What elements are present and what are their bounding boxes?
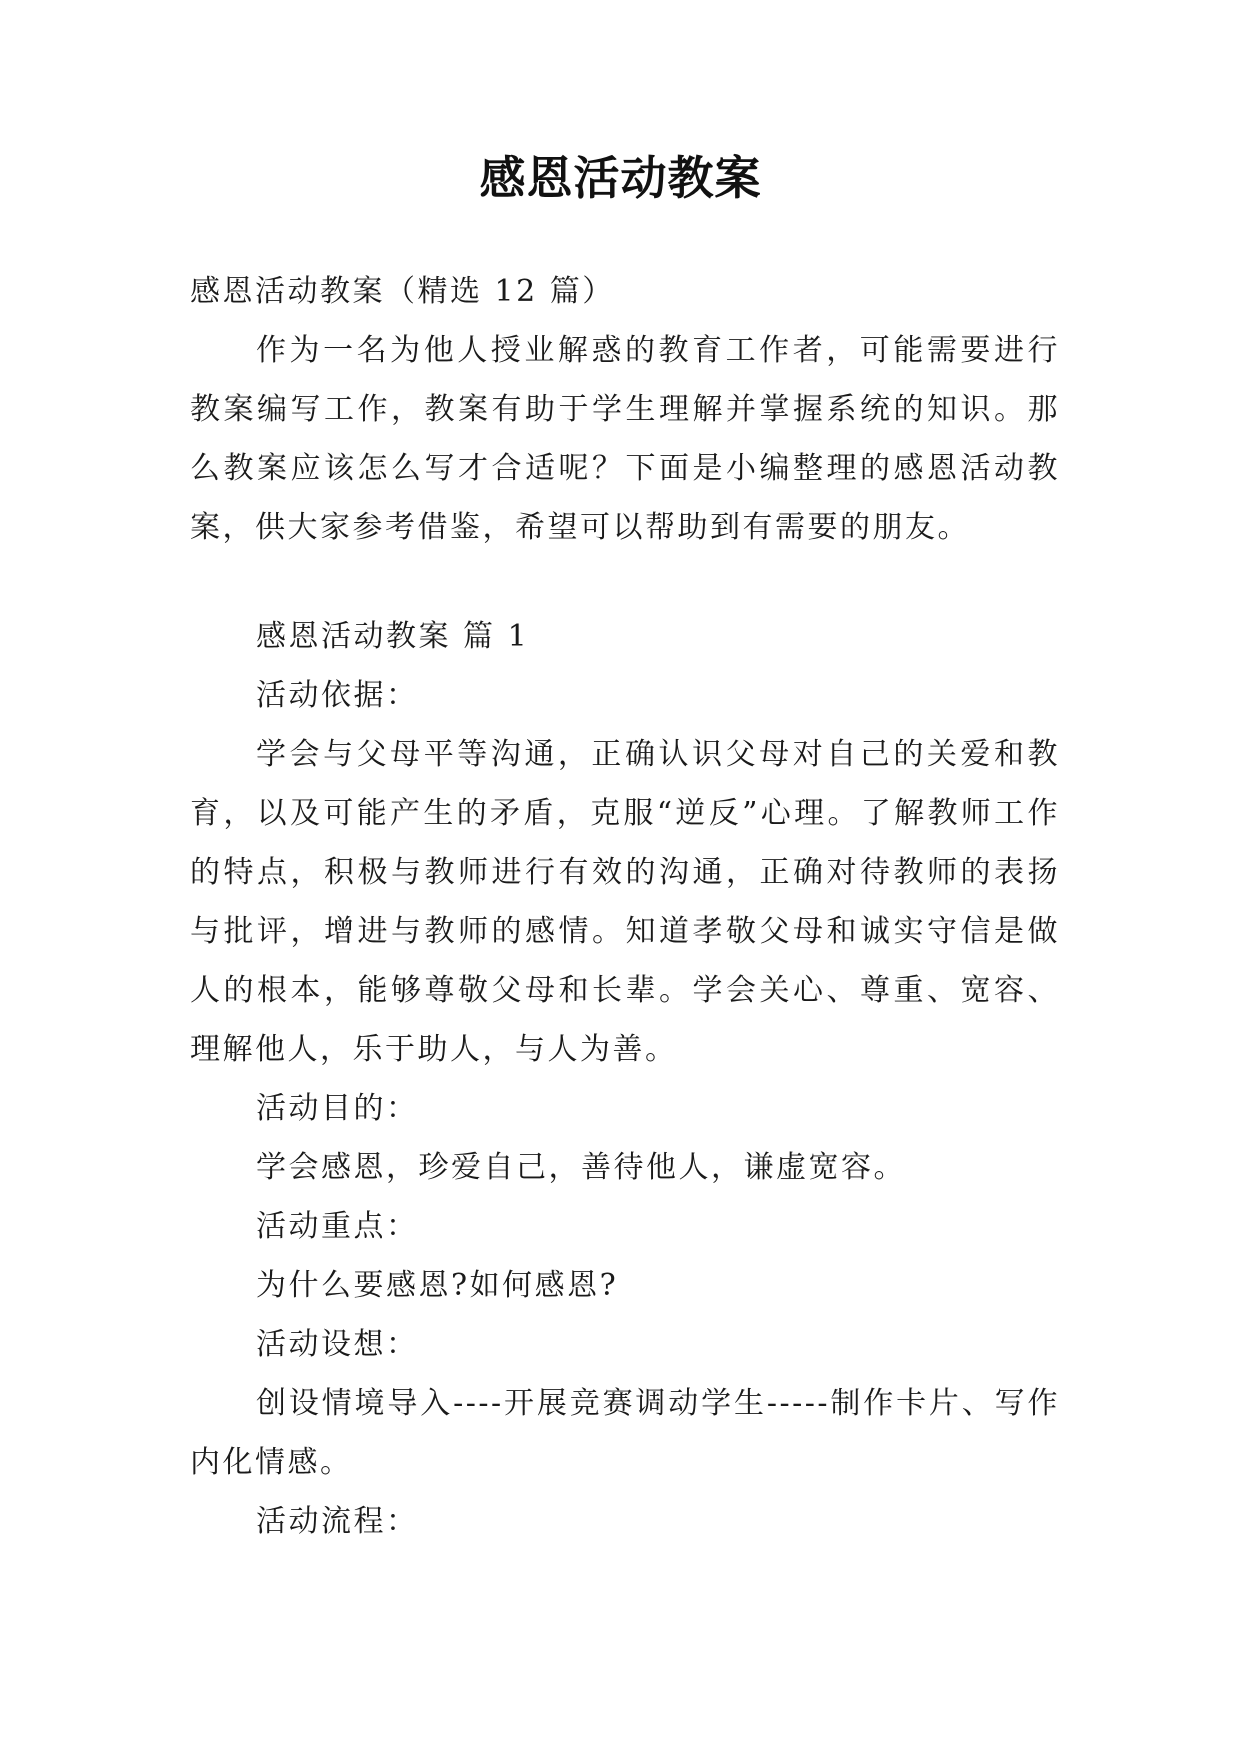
section-spacer bbox=[190, 557, 1060, 607]
intro-paragraph: 作为一名为他人授业解惑的教育工作者，可能需要进行教案编写工作，教案有助于学生理解并掌握系统的知识。那么教案应该怎么写才合适呢？下面是小编整理的感恩活动教案，供大家参考借鉴，希望可以帮助到有需要的朋友。 bbox=[190, 333, 1060, 545]
plan-paragraph: 创设情境导入----开展竞赛调动学生-----制作卡片、写作内化情感。 bbox=[190, 1386, 1060, 1480]
flow-label: 活动流程： bbox=[256, 1504, 419, 1539]
document-title: 感恩活动教案 bbox=[479, 151, 762, 205]
document-subtitle: 感恩活动教案（精选 12 篇） bbox=[190, 274, 615, 309]
basis-paragraph: 学会与父母平等沟通，正确认识父母对自己的关爱和教育，以及可能产生的矛盾，克服“逆反”心理。了解教师工作的特点，积极与教师进行有效的沟通，正确对待教师的表扬与批评，增进与教师的感情。知道孝敬父母和诚实守信是做人的根本，能够尊敬父母和长辈。学会关心、尊重、宽容、理解他人，乐于助人，与人为善。 bbox=[190, 737, 1060, 1067]
section-heading: 感恩活动教案 篇 1 bbox=[256, 619, 530, 654]
focus-text: 为什么要感恩?如何感恩? bbox=[256, 1268, 619, 1303]
purpose-text: 学会感恩，珍爱自己，善待他人，谦虚宽容。 bbox=[256, 1150, 906, 1185]
basis-label: 活动依据： bbox=[256, 678, 419, 713]
document-body bbox=[190, 262, 1060, 1551]
purpose-label: 活动目的： bbox=[256, 1091, 419, 1126]
plan-label: 活动设想： bbox=[256, 1327, 419, 1362]
focus-label: 活动重点： bbox=[256, 1209, 419, 1244]
